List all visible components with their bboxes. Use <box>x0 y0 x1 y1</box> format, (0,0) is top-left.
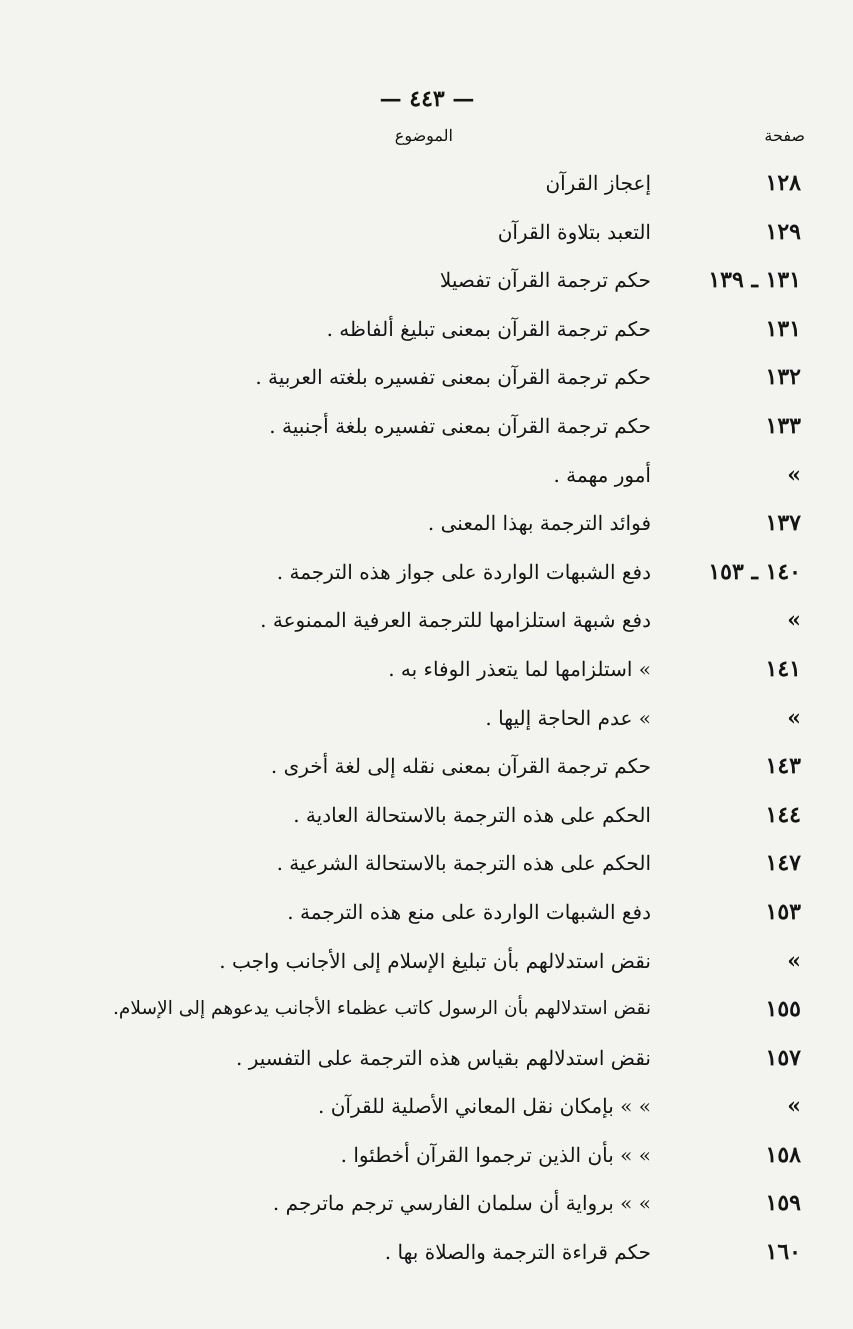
index-entry <box>0 844 853 893</box>
entry-topic: فوائد الترجمة بهذا المعنى . <box>427 511 651 536</box>
index-entry <box>0 1136 853 1185</box>
index-entries <box>0 164 853 1282</box>
entry-topic: » » برواية أن سلمان الفارسي ترجم ماترجم . <box>272 1191 651 1216</box>
index-entry <box>0 699 853 748</box>
index-entry <box>0 358 853 407</box>
entry-page-number: ١٥٨ <box>765 1141 801 1168</box>
entry-page-number: ١٤٣ <box>765 753 801 780</box>
index-entry <box>0 893 853 942</box>
index-entry <box>0 990 853 1039</box>
entry-page-number: ١٥٥ <box>765 996 801 1023</box>
entry-topic: دفع الشبهات الواردة على جواز هذه الترجمة . <box>276 559 651 584</box>
entry-page-number: ١٣٣ <box>765 412 801 439</box>
index-entry <box>0 407 853 456</box>
entry-topic: حكم ترجمة القرآن بمعنى تفسيره بلغته العربية . <box>255 365 651 390</box>
entry-page-number: ١٢٩ <box>765 218 801 245</box>
entry-topic: » » بإمكان نقل المعاني الأصلية للقرآن . <box>318 1094 651 1119</box>
index-entry <box>0 1184 853 1233</box>
entry-topic: دفع شبهة استلزامها للترجمة العرفية الممنوعة . <box>260 608 651 633</box>
page-number: — ٤٤٣ — <box>379 86 475 112</box>
entry-page-number: ١٤٧ <box>765 850 801 877</box>
entry-topic: » استلزامها لما يتعذر الوفاء به . <box>388 656 651 681</box>
index-entry <box>0 601 853 650</box>
entry-page-ditto: » <box>787 1093 801 1120</box>
index-entry <box>0 650 853 699</box>
entry-topic: دفع الشبهات الواردة على منع هذه الترجمة . <box>287 899 651 924</box>
entry-topic: نقض استدلالهم بقياس هذه الترجمة على التفسير . <box>236 1045 651 1070</box>
index-entry <box>0 213 853 262</box>
topic-column-header: الموضوع <box>394 126 453 145</box>
entry-topic: حكم ترجمة القرآن بمعنى نقله إلى لغة أخرى . <box>270 754 651 779</box>
entry-topic: التعبد بتلاوة القرآن <box>497 219 651 244</box>
entry-topic: » » بأن الذين ترجموا القرآن أخطئوا . <box>340 1142 651 1167</box>
index-entry <box>0 1233 853 1282</box>
index-entry <box>0 504 853 553</box>
entry-topic: حكم ترجمة القرآن بمعنى تبليغ ألفاظه . <box>326 316 651 341</box>
entry-page-ditto: » <box>787 704 801 731</box>
entry-page-number: ١٤٠ ـ ١٥٣ <box>708 558 801 585</box>
page-column-header: صفحة <box>764 126 805 145</box>
index-entry <box>0 1039 853 1088</box>
index-entry <box>0 553 853 602</box>
entry-topic: الحكم على هذه الترجمة بالاستحالة الشرعية . <box>276 851 651 876</box>
entry-page-number: ١٤٤ <box>765 801 801 828</box>
entry-page-number: ١٣٢ <box>765 364 801 391</box>
entry-topic: الحكم على هذه الترجمة بالاستحالة العادية . <box>293 802 651 827</box>
index-entry <box>0 261 853 310</box>
entry-topic: حكم ترجمة القرآن بمعنى تفسيره بلغة أجنبية . <box>269 413 651 438</box>
entry-page-ditto: » <box>787 607 801 634</box>
index-entry <box>0 456 853 505</box>
entry-topic: » عدم الحاجة إليها . <box>485 705 651 730</box>
entry-page-number: ١٢٨ <box>765 170 801 196</box>
index-entry <box>0 747 853 796</box>
entry-page-ditto: » <box>787 947 801 974</box>
entry-page-number: ١٦٠ <box>765 1239 801 1266</box>
index-entry <box>0 796 853 845</box>
entry-topic: حكم قراءة الترجمة والصلاة بها . <box>384 1240 651 1265</box>
entry-topic: إعجاز القرآن <box>545 171 651 195</box>
entry-topic: حكم ترجمة القرآن تفصيلا <box>439 268 651 293</box>
entry-page-number: ١٤١ <box>765 655 801 682</box>
index-entry <box>0 164 853 213</box>
entry-page-number: ١٣١ <box>765 315 801 342</box>
entry-topic: نقض استدلالهم بأن تبليغ الإسلام إلى الأجانب واجب . <box>219 948 651 973</box>
index-entry <box>0 1087 853 1136</box>
entry-page-number: ١٥٩ <box>765 1190 801 1217</box>
index-entry <box>0 942 853 991</box>
entry-page-number: ١٥٣ <box>765 898 801 925</box>
entry-page-ditto: » <box>787 461 801 488</box>
entry-page-number: ١٣٧ <box>765 510 801 537</box>
index-entry <box>0 310 853 359</box>
entry-page-number: ١٥٧ <box>765 1044 801 1071</box>
entry-topic: أمور مهمة . <box>553 462 651 487</box>
entry-page-number: ١٣١ ـ ١٣٩ <box>708 267 801 294</box>
entry-topic: نقض استدلالهم بأن الرسول كاتب عظماء الأجانب يدعوهم إلى الإسلام. <box>113 998 651 1020</box>
